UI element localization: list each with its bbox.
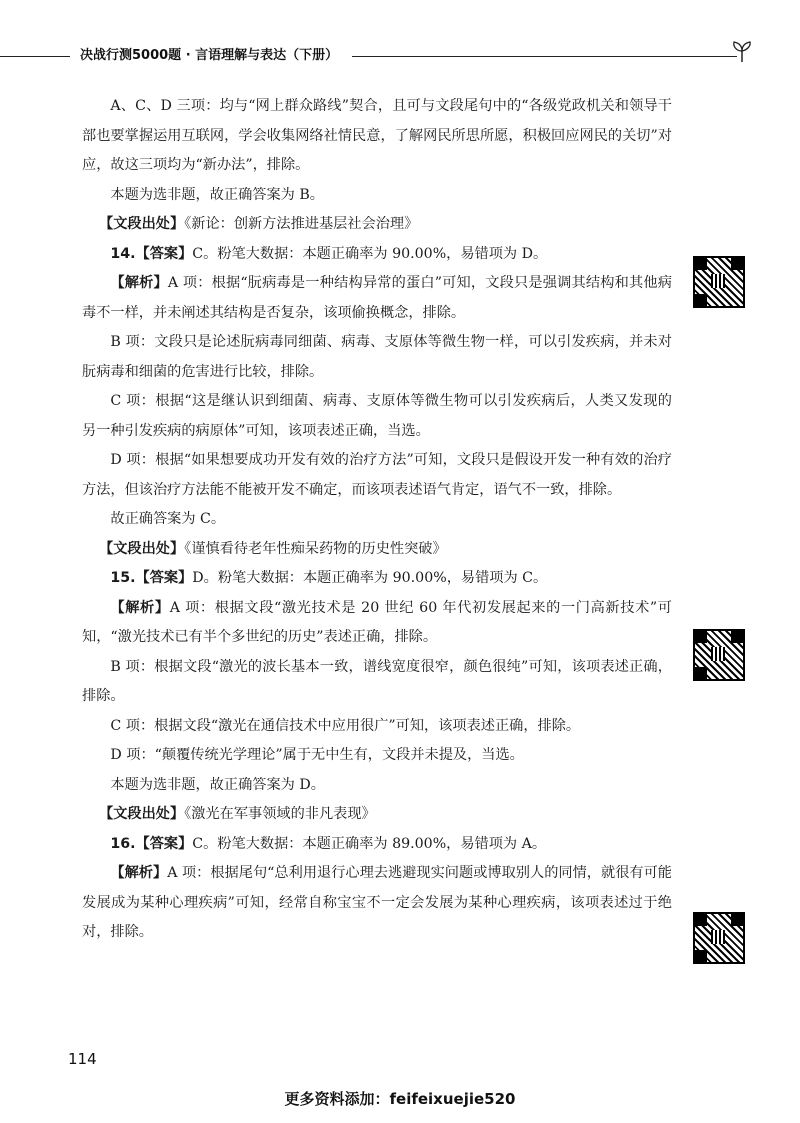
section-label: 14.【答案】 [110, 245, 193, 262]
paragraph-text: C 项：根据“这是继认识到细菌、病毒、支原体等微生物可以引发疾病后，人类又发现的另一种引发疾病的病原体”可知，该项表述正确，当选。 [82, 393, 672, 439]
section-label: 【解析】 [110, 275, 168, 291]
paragraph-text: 《谨慎看待老年性痴呆药物的历史性突破》 [184, 540, 447, 557]
paragraph-text: D 项：根据“如果想要成功开发有效的治疗方法”可知，文段只是假设开发一种有效的治疗方法，但该治疗方法能不能被开发不确定，而该项表述语气肯定，语气不一致，排除。 [82, 452, 672, 498]
paragraph-text: 故正确答案为 C。 [110, 511, 226, 527]
body-paragraph [82, 446, 672, 505]
body-paragraph [82, 387, 672, 446]
paragraph-text: B 项：根据文段“激光的波长基本一致，谱线宽度很窄，颜色很纯”可知，该项表述正确，排除。 [82, 658, 672, 704]
body-paragraph [82, 712, 672, 742]
paragraph-text: A 项：根据尾句“总利用退行心理去逃避现实问题或博取别人的同情，就很有可能发展成为某种心理疾病”可知，经常自称宝宝不一定会发展为某种心理疾病，该项表述过于绝对，排除。 [82, 865, 672, 940]
answer-analysis-body [82, 92, 672, 948]
analysis-paragraph [82, 859, 672, 948]
answer-line [82, 830, 672, 860]
section-label: 【解析】 [110, 865, 168, 881]
paragraph-text: 本题为选非题，故正确答案为 B。 [110, 186, 324, 203]
analysis-paragraph [82, 269, 672, 328]
paragraph-text: A 项：根据文段“激光技术是 20 世纪 60 年代初发展起来的一门高新技术”可知，“激光技术已有半个多世纪的历史”表述正确，排除。 [82, 599, 672, 645]
paragraph-text: B 项：文段只是论述朊病毒同细菌、病毒、支原体等微生物一样，可以引发疾病，并未对朊病毒和细菌的危害进行比较，排除。 [82, 334, 672, 380]
paragraph-text: A 项：根据“朊病毒是一种结构异常的蛋白”可知，文段只是强调其结构和其他病毒不一样，并未阐述其结构是否复杂，该项偷换概念，排除。 [82, 275, 672, 321]
paragraph-text: 《新论：创新方法推进基层社会治理》 [184, 216, 419, 232]
footer-note: 更多资料添加：feifeixuejie520 [284, 1090, 516, 1108]
section-label: 15.【答案】 [110, 570, 193, 586]
header-rule-right [352, 56, 737, 57]
qr-code-icon[interactable] [693, 912, 745, 964]
source-citation [82, 210, 672, 240]
analysis-paragraph [82, 594, 672, 653]
running-header [0, 40, 800, 70]
body-paragraph [82, 741, 672, 771]
body-paragraph [82, 92, 672, 181]
paragraph-text: D 项：“颠覆传统光学理论”属于无中生有，文段并未提及，当选。 [110, 747, 524, 763]
paragraph-text: 本题为选非题，故正确答案为 D。 [110, 776, 325, 793]
section-label: 【文段出处】 [99, 216, 185, 232]
source-citation [82, 800, 672, 830]
header-title: 决战行测5000题 · 言语理解与表达（下册） [80, 48, 339, 63]
section-label: 【文段出处】 [99, 806, 185, 822]
paragraph-text: A、C、D 三项：均与“网上群众路线”契合，且可与文段尾句中的“各级党政机关和领导干部也要掌握运用互联网，学会收集网络社情民意，了解网民所思所愿，积极回应网民的关切”对应，故这三项均为“新办法”，排除。 [82, 98, 672, 173]
body-paragraph [82, 181, 672, 211]
qr-code-icon[interactable] [693, 629, 745, 681]
section-label: 16.【答案】 [110, 835, 193, 852]
paragraph-text: D。粉笔大数据：本题正确率为 90.00%，易错项为 C。 [192, 570, 548, 586]
paragraph-text: C。粉笔大数据：本题正确率为 89.00%，易错项为 A。 [192, 835, 547, 852]
source-citation [82, 535, 672, 565]
body-paragraph [82, 653, 672, 712]
section-label: 【文段出处】 [99, 540, 185, 557]
body-paragraph [82, 771, 672, 801]
paragraph-text: 《激光在军事领域的非凡表现》 [184, 806, 376, 822]
paragraph-text: C。粉笔大数据：本题正确率为 90.00%，易错项为 D。 [192, 245, 548, 262]
page-number: 114 [68, 1050, 97, 1068]
sprout-icon [728, 40, 756, 64]
body-paragraph [82, 328, 672, 387]
header-rule-left [0, 56, 70, 57]
qr-code-icon[interactable] [693, 256, 745, 308]
section-label: 【解析】 [110, 599, 170, 616]
answer-line [82, 240, 672, 270]
body-paragraph [82, 505, 672, 535]
paragraph-text: C 项：根据文段“激光在通信技术中应用很广”可知，该项表述正确，排除。 [110, 717, 581, 734]
answer-line [82, 564, 672, 594]
